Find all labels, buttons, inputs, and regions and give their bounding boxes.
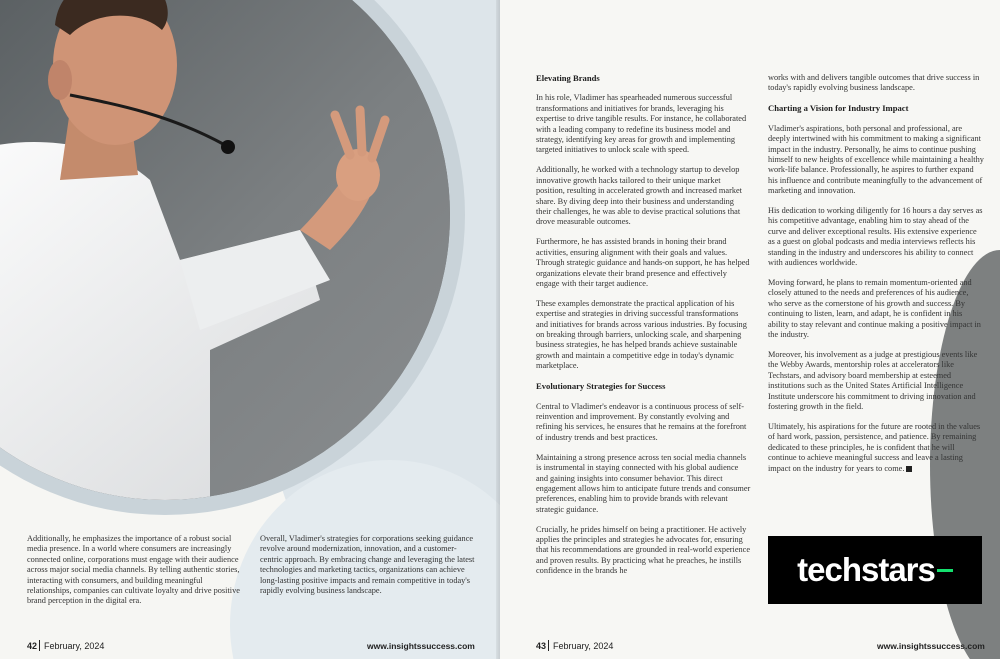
closing-paragraph-text: Ultimately, his aspirations for the future are rooted in the values of hard work, passion, persistence, and patience. By remaining dedicated to these principles, he is confident that he will continue to achieve meaningful success and leave a lasting impact on the industry for years to come. [768, 421, 981, 473]
paragraph: His dedication to working diligently for 16 hours a day serves as his competitive advantage, enabling him to stay ahead of the curve and deliver exceptional results. His extensive experience as a guest on global podcasts and media interviews reflects his standing in the industry and underscores his ability to connect with audiences worldwide. [768, 206, 983, 268]
issue-date: February, 2024 [553, 641, 614, 651]
website-url[interactable]: www.insightssuccess.com [877, 641, 985, 651]
logo-text: techstars [797, 551, 935, 588]
footer-divider [548, 640, 549, 651]
paragraph: In his role, Vladimer has spearheaded numerous successful transformations and initiatives for brands, leveraging his expertise to drive tangible results. For instance, he collaborated with a leading company to redefine its business model and strategy, identifying key areas for growth and implementing targeted initiatives to unlock scale with speed. [536, 93, 747, 155]
website-url[interactable]: www.insightssuccess.com [367, 641, 475, 651]
techstars-logo [768, 536, 982, 604]
paragraph [768, 422, 984, 474]
issue-date: February, 2024 [44, 641, 105, 651]
right-column-1 [536, 73, 751, 586]
end-of-article-icon [906, 466, 912, 472]
paragraph: Overall, Vladimer's strategies for corporations seeking guidance revolve around modernization, innovation, and a customer-centric approach. By embracing change and leveraging the latest technologies and marketing tactics, organizations can achieve long-lasting positive impacts and remain competitive in today's rapidly evolving business landscape. [260, 534, 475, 596]
section-heading: Evolutionary Strategies for Success [536, 381, 666, 392]
paragraph: works with and delivers tangible outcomes that drive success in today's rapidly evolving business landscape. [768, 73, 980, 93]
paragraph: Crucially, he prides himself on being a practitioner. He actively applies the principles and strategies he advocates for, ensuring that his recommendations are grounded in real-world experience and proven results. By practicing what he preaches, he instills confidence in the brands he [536, 524, 751, 576]
section-heading: Charting a Vision for Industry Impact [768, 103, 909, 114]
paragraph: Central to Vladimer's endeavor is a continuous process of self-reinvention and improvement. By constantly evolving and refining his services, he ensures that he remains at the forefront of industry trends and best practices. [536, 401, 747, 442]
section-heading: Elevating Brands [536, 73, 600, 83]
left-bottom-column-2 [260, 534, 478, 606]
left-footer [27, 640, 104, 651]
paragraph: Maintaining a strong presence across ten social media channels is instrumental in staying connected with his global audience and gaining insights into consumer behavior. This direct engagement allows him to anticipate future trends and consumer preferences, enabling him to provide brands with relevant strategic guidance. [536, 452, 751, 514]
left-bottom-column-1 [27, 534, 247, 616]
paragraph: Moving forward, he plans to remain momentum-oriented and closely attuned to the needs and preferences of his audience, who serve as the cornerstone of his growth and success. By continuing to listen, learn, and adapt, he is confident in his ability to stay relevant and continue making a positive impact in the industry. [768, 278, 981, 340]
footer-divider [39, 640, 40, 651]
paragraph: Vladimer's aspirations, both personal and professional, are deeply intertwined with his commitment to making a significant impact in the industry. Personally, he aims to continue pushing himself to new heights of excellence while maintaining a healthy work-life balance. Professionally, he aspires to further expand his influence and contribute meaningfully to the advancement of marketing and innovation. [768, 123, 984, 196]
paragraph: Moreover, his involvement as a judge at prestigious events like the Webby Awards, mentorship roles at accelerators like Techstars, and advisory board membership at esteemed institutions such as the United States Artificial Intelligence Institute underscore his commitment to driving innovation and fostering growth in the field. [768, 349, 978, 411]
logo-underscore-accent [937, 569, 953, 572]
paragraph: Additionally, he worked with a technology startup to develop innovative growth hacks tailored to their unique market position, resulting in accelerated growth and increased market share. By diving deep into their business and understanding their challenges, he was able to devise practical solutions that drove measurable outcomes. [536, 165, 742, 227]
paragraph: Furthermore, he has assisted brands in honing their brand activities, ensuring alignment with their goals and values. Through strategic guidance and hands-on support, he has helped organizations elevate their brand presence and effectively engage with their target audience. [536, 237, 750, 288]
paragraph: Additionally, he emphasizes the importance of a robust social media presence. In a world where consumers are increasingly connected online, corporations must engage with their audience across major social media channels. By telling authentic stories, interacting with consumers, and building meaningful relationships, companies can cultivate loyalty and drive positive brand perception in the digital era. [27, 534, 240, 606]
paragraph: These examples demonstrate the practical application of his expertise and strategies in driving successful transformations and initiatives for brands across various industries. By focusing on breaking through barriers, unlocking scale, and sharpening business strategies, he has helped brands achieve sustainable growth and maintain a competitive edge in today's dynamic marketplace. [536, 298, 747, 371]
right-footer [536, 640, 613, 651]
page-number: 43 [536, 641, 547, 651]
right-column-2 [768, 73, 984, 483]
page-number: 42 [27, 641, 38, 651]
